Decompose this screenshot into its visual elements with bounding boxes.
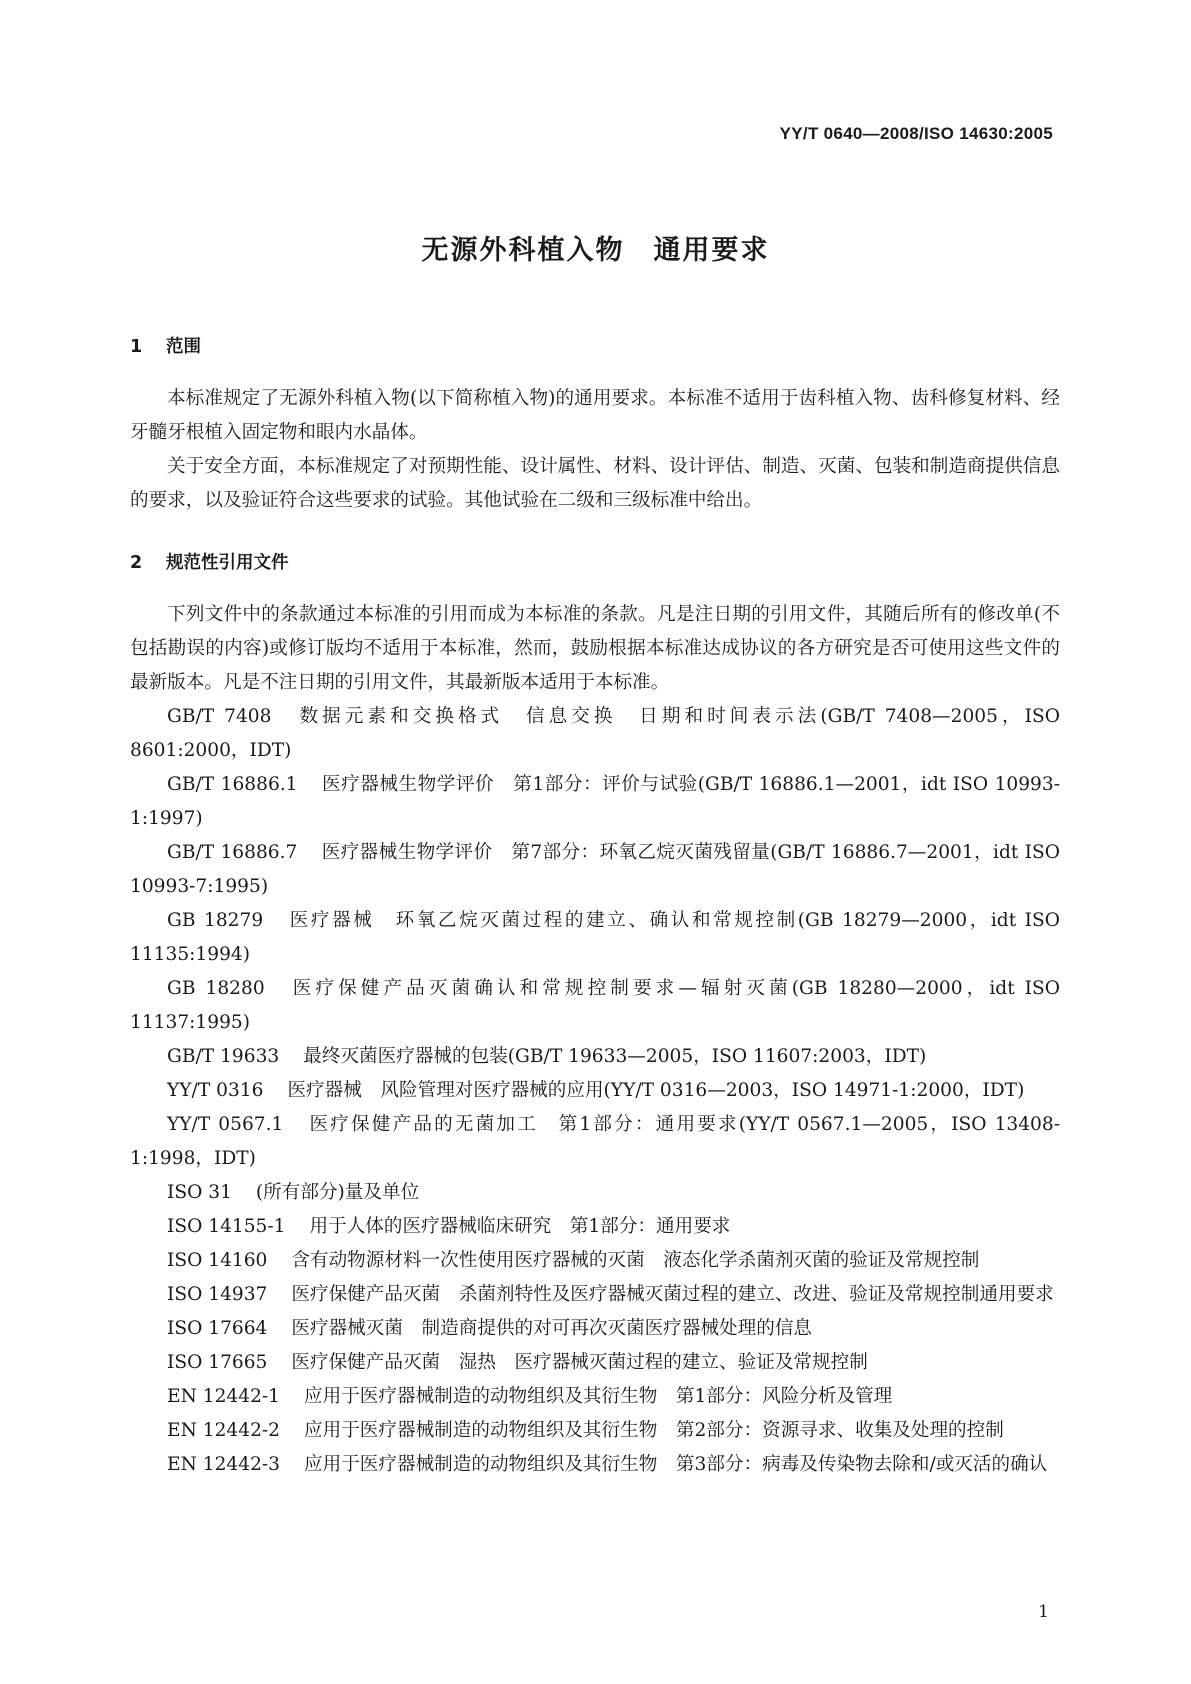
reference-title: 医疗器械生物学评价 第7部分：环氧乙烷灭菌残留量(GB/T 16886.7—2001，idt ISO 10993-7:1995) [130, 842, 1060, 897]
section-title: 范围 [166, 337, 201, 357]
reference-title: 医疗保健产品灭菌 杀菌剂特性及医疗器械灭菌过程的建立、改进、验证及常规控制通用要求 [291, 1284, 1054, 1305]
document-body [130, 330, 1060, 1482]
reference-title: 应用于医疗器械制造的动物组织及其衍生物 第2部分：资源寻求、收集及处理的控制 [304, 1420, 1004, 1441]
reference-code: YY/T 0316 [167, 1080, 264, 1101]
reference-entry [130, 1108, 1060, 1176]
reference-title: 最终灭菌医疗器械的包装(GB/T 19633—2005，ISO 11607:2003，IDT) [303, 1046, 927, 1067]
reference-entry [130, 1074, 1060, 1108]
reference-entry [130, 1346, 1060, 1380]
reference-code: EN 12442-1 [167, 1386, 281, 1407]
reference-entry [130, 768, 1060, 836]
reference-entry [130, 700, 1060, 768]
reference-entry [130, 1414, 1060, 1448]
reference-code: GB/T 16886.7 [167, 842, 298, 863]
section-title: 规范性引用文件 [166, 553, 289, 573]
reference-code: ISO 31 [167, 1182, 232, 1203]
paragraph: 本标准规定了无源外科植入物(以下简称植入物)的通用要求。本标准不适用于齿科植入物、齿科修复材料、经牙髓牙根植入固定物和眼内水晶体。 [130, 388, 1060, 443]
reference-title: 应用于医疗器械制造的动物组织及其衍生物 第1部分：风险分析及管理 [304, 1386, 893, 1407]
reference-title: 医疗器械生物学评价 第1部分：评价与试验(GB/T 16886.1—2001，idt ISO 10993-1:1997) [130, 774, 1060, 829]
reference-entry [130, 1278, 1060, 1312]
reference-title: 数据元素和交换格式 信息交换 日期和时间表示法(GB/T 7408—2005，ISO 8601:2000，IDT) [130, 706, 1060, 761]
reference-title: 医疗保健产品灭菌 湿热 医疗器械灭菌过程的建立、验证及常规控制 [291, 1352, 868, 1373]
reference-entry [130, 1176, 1060, 1210]
reference-code: EN 12442-3 [167, 1454, 281, 1475]
reference-entry [130, 972, 1060, 1040]
reference-code: GB/T 16886.1 [167, 774, 298, 795]
reference-list [130, 700, 1060, 1482]
reference-code: EN 12442-2 [167, 1420, 281, 1441]
reference-code: ISO 17664 [167, 1318, 268, 1339]
reference-title: 医疗器械 风险管理对医疗器械的应用(YY/T 0316—2003，ISO 14971-1:2000，IDT) [287, 1080, 1025, 1101]
page-number: 1 [1038, 1602, 1049, 1622]
section-heading-normative-references [130, 546, 1060, 580]
reference-code: GB 18280 [167, 978, 265, 999]
reference-title: 应用于医疗器械制造的动物组织及其衍生物 第3部分：病毒及传染物去除和/或灭活的确认 [304, 1454, 1048, 1475]
reference-title: 医疗器械 环氧乙烷灭菌过程的建立、确认和常规控制(GB 18279—2000，idt ISO 11135:1994) [130, 910, 1060, 965]
reference-code: ISO 14160 [167, 1250, 268, 1271]
reference-code: YY/T 0567.1 [167, 1114, 284, 1135]
reference-code: GB/T 19633 [167, 1046, 280, 1067]
document-title: 无源外科植入物 通用要求 [421, 235, 770, 266]
reference-code: ISO 14155-1 [167, 1216, 286, 1237]
section-number: 2 [130, 553, 143, 573]
reference-title: 用于人体的医疗器械临床研究 第1部分：通用要求 [309, 1216, 731, 1237]
reference-code: ISO 17665 [167, 1352, 268, 1373]
standard-code: YY/T 0640—2008/ISO 14630:2005 [779, 124, 1053, 143]
reference-title: (所有部分)量及单位 [255, 1182, 420, 1203]
reference-code: GB/T 7408 [167, 706, 272, 727]
section-heading-scope [130, 330, 1060, 364]
reference-entry [130, 1244, 1060, 1278]
reference-entry [130, 1210, 1060, 1244]
reference-title: 医疗保健产品的无菌加工 第1部分：通用要求(YY/T 0567.1—2005，ISO 13408-1:1998，IDT) [130, 1114, 1061, 1169]
reference-entry [130, 904, 1060, 972]
reference-code: GB 18279 [167, 910, 264, 931]
reference-entry [130, 1312, 1060, 1346]
paragraph: 下列文件中的条款通过本标准的引用而成为本标准的条款。凡是注日期的引用文件，其随后所有的修改单(不包括勘误的内容)或修订版均不适用于本标准，然而，鼓励根据本标准达成协议的各方研究是否可使用这些文件的最新版本。凡是不注日期的引用文件，其最新版本适用于本标准。 [130, 604, 1060, 693]
reference-title: 含有动物源材料一次性使用医疗器械的灭菌 液态化学杀菌剂灭菌的验证及常规控制 [291, 1250, 980, 1271]
reference-entry [130, 1040, 1060, 1074]
reference-title: 医疗保健产品灭菌确认和常规控制要求—辐射灭菌(GB 18280—2000，idt ISO 11137:1995) [130, 978, 1060, 1033]
reference-code: ISO 14937 [167, 1284, 268, 1305]
reference-entry [130, 836, 1060, 904]
reference-title: 医疗器械灭菌 制造商提供的对可再次灭菌医疗器械处理的信息 [291, 1318, 813, 1339]
reference-entry [130, 1380, 1060, 1414]
reference-entry [130, 1448, 1060, 1482]
section-number: 1 [130, 337, 143, 357]
paragraph: 关于安全方面，本标准规定了对预期性能、设计属性、材料、设计评估、制造、灭菌、包装和制造商提供信息的要求，以及验证符合这些要求的试验。其他试验在二级和三级标准中给出。 [130, 456, 1060, 511]
